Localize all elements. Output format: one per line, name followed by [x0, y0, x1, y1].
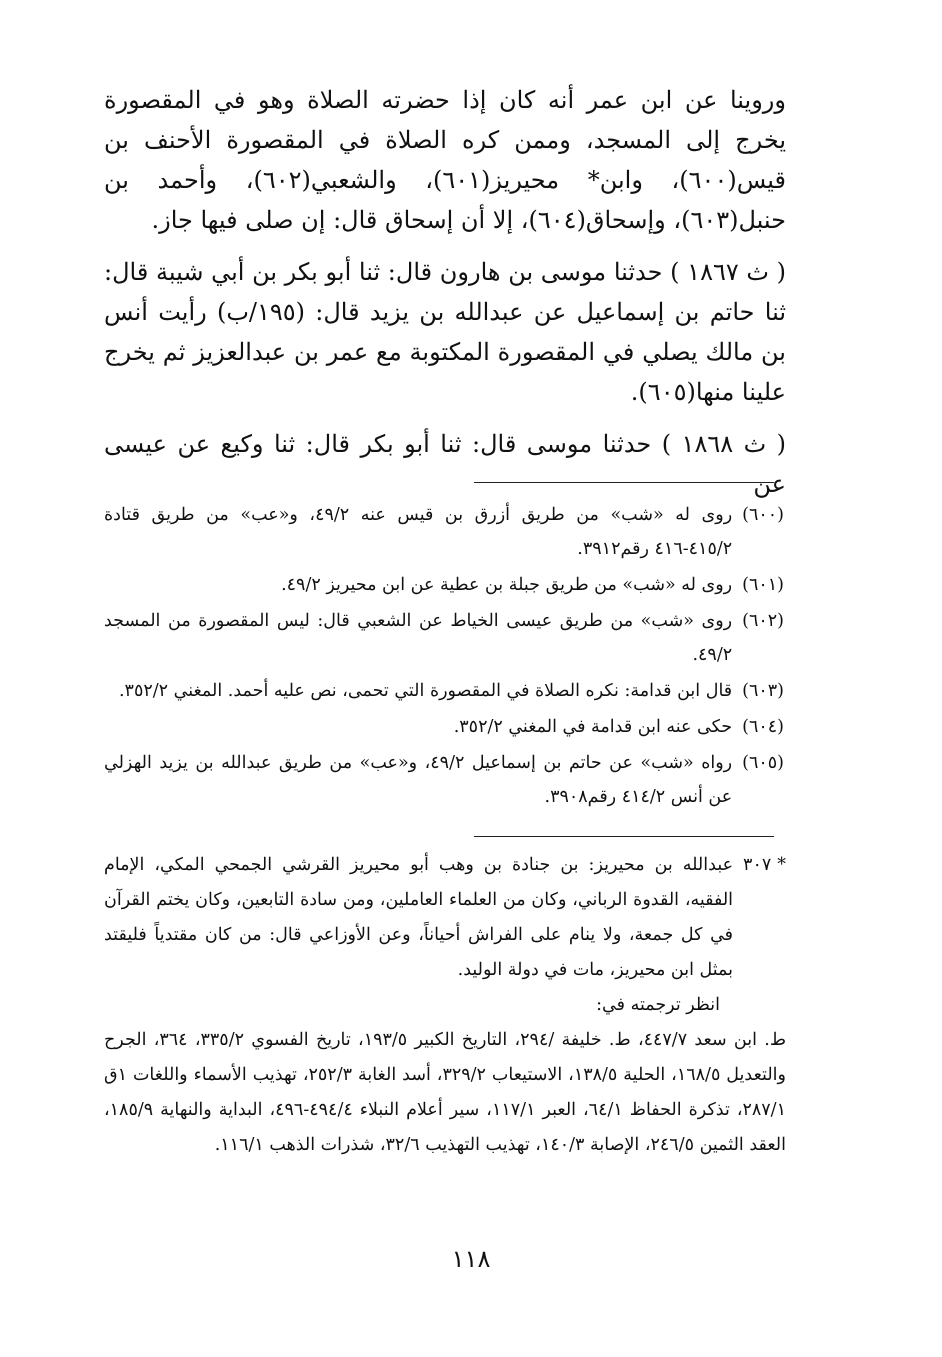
footnote-text: روى «شب» من طريق عيسى الخياط عن الشعبي قال: ليس المقصورة من المسجد ٤٩/٢.: [104, 611, 733, 665]
biography-divider: [474, 836, 774, 837]
footnote-number: (٦٠٤): [742, 717, 784, 737]
footnote-text: رواه «شب» عن حاتم بن إسماعيل ٤٩/٢، و«عب» من طريق عبدالله بن يزيد الهزلي عن أنس ٤١٤/٢ رقم٣٩٠٨.: [104, 753, 733, 807]
footnote-divider: [474, 482, 774, 483]
footnote: [104, 568, 784, 602]
footnote: [104, 604, 784, 672]
main-text: [104, 80, 786, 516]
footnote-text: حكى عنه ابن قدامة في المغني ٣٥٢/٢.: [453, 717, 733, 737]
footnote: [104, 746, 784, 814]
biography-text: عبدالله بن محيريز: بن جنادة بن وهب أبو محيريز القرشي الجمحي المكي، الإمام الفقيه، القدوة الرباني، وكان من العلماء العاملين، ومن سادة التابعين، وكان يختم القرآن في كل جمعة، ولا ينام على الفراش أحياناً، وعن الأوزاعي قال: من كان مقتدياً فليقتد بمثل ابن محيريز، مات في دولة الوليد.: [104, 855, 734, 980]
footnote-text: روى له «شب» من طريق أزرق بن قيس عنه ٤٩/٢، و«عب» من طريق قتادة ٤١٥/٢-٤١٦ رقم٣٩١٢.: [104, 505, 733, 559]
footnotes: [104, 498, 784, 816]
footnote-text: روى له «شب» من طريق جبلة بن عطية عن ابن محيريز ٤٩/٢.: [281, 575, 733, 595]
footnote-text: قال ابن قدامة: نكره الصلاة في المقصورة التي تحمى، نص عليه أحمد. المغني ٣٥٢/٢.: [118, 681, 733, 701]
footnote: [104, 674, 784, 708]
footnote-number: (٦٠١): [742, 575, 784, 595]
biography-note: [104, 848, 786, 1163]
biography-sources: ط. ابن سعد ٤٤٧/٧، ط. خليفة /٢٩٤، التاريخ الكبير ١٩٣/٥، تاريخ الفسوي ٣٣٥/٢، ٣٦٤، الجرح والتعديل ١٦٨/٥، الحلية ١٣٨/٥، الاستيعاب ٣٢٩/٢، أسد الغابة ٢٥٢/٣، تهذيب الأسماء واللغات ١ق ٢٨٧/١، تذكرة الحفاظ ٦٤/١، العبر ١١٧/١، سير أعلام النبلاء ٤٩٤/٤-٤٩٦، البداية والنهاية ١٨٥/٩، العقد الثمين ٢٤٦/٥، الإصابة ١٤٠/٣، تهذيب التهذيب ٣٢/٦، شذرات الذهب ١١٦/١.: [104, 1030, 787, 1155]
footnote: [104, 498, 784, 566]
see-also-label: انظر ترجمته في:: [596, 995, 720, 1015]
footnote-number: (٦٠٥): [742, 753, 784, 773]
footnote: [104, 710, 784, 744]
paragraph: ( ث ١٨٦٨ ) حدثنا موسى قال: ثنا أبو بكر قال: ثنا وكيع عن عيسى عن: [104, 430, 786, 498]
asterisk-mark: *: [777, 855, 786, 875]
paragraph: وروينا عن ابن عمر أنه كان إذا حضرته الصلاة وهو في المقصورة يخرج إلى المسجد، وممن كره الصلاة في المقصورة الأحنف بن قيس(٦٠٠)، وابن* محيريز(٦٠١)، والشعبي(٦٠٢)، وأحمد بن حنبل(٦٠٣)، وإسحاق(٦٠٤)، إلا أن إسحاق قال: إن صلى فيها جاز.: [104, 86, 787, 234]
paragraph: ( ث ١٨٦٧ ) حدثنا موسى بن هارون قال: ثنا أبو بكر بن أبي شيبة قال: ثنا حاتم بن إسماعيل عن عبدالله بن يزيد قال: (١٩٥/ب) رأيت أنس بن مالك يصلي في المقصورة المكتوبة مع عمر بن عبدالعزيز ثم يخرج علينا منها(٦٠٥).: [104, 258, 786, 406]
biography-number: ٣٠٧: [743, 855, 772, 875]
biography-entry: [104, 848, 786, 988]
footnote-number: (٦٠٠): [742, 505, 784, 525]
footnote-number: (٦٠٢): [742, 611, 784, 631]
footnote-number: (٦٠٣): [742, 681, 784, 701]
page-number: ١١٨: [451, 1245, 491, 1273]
